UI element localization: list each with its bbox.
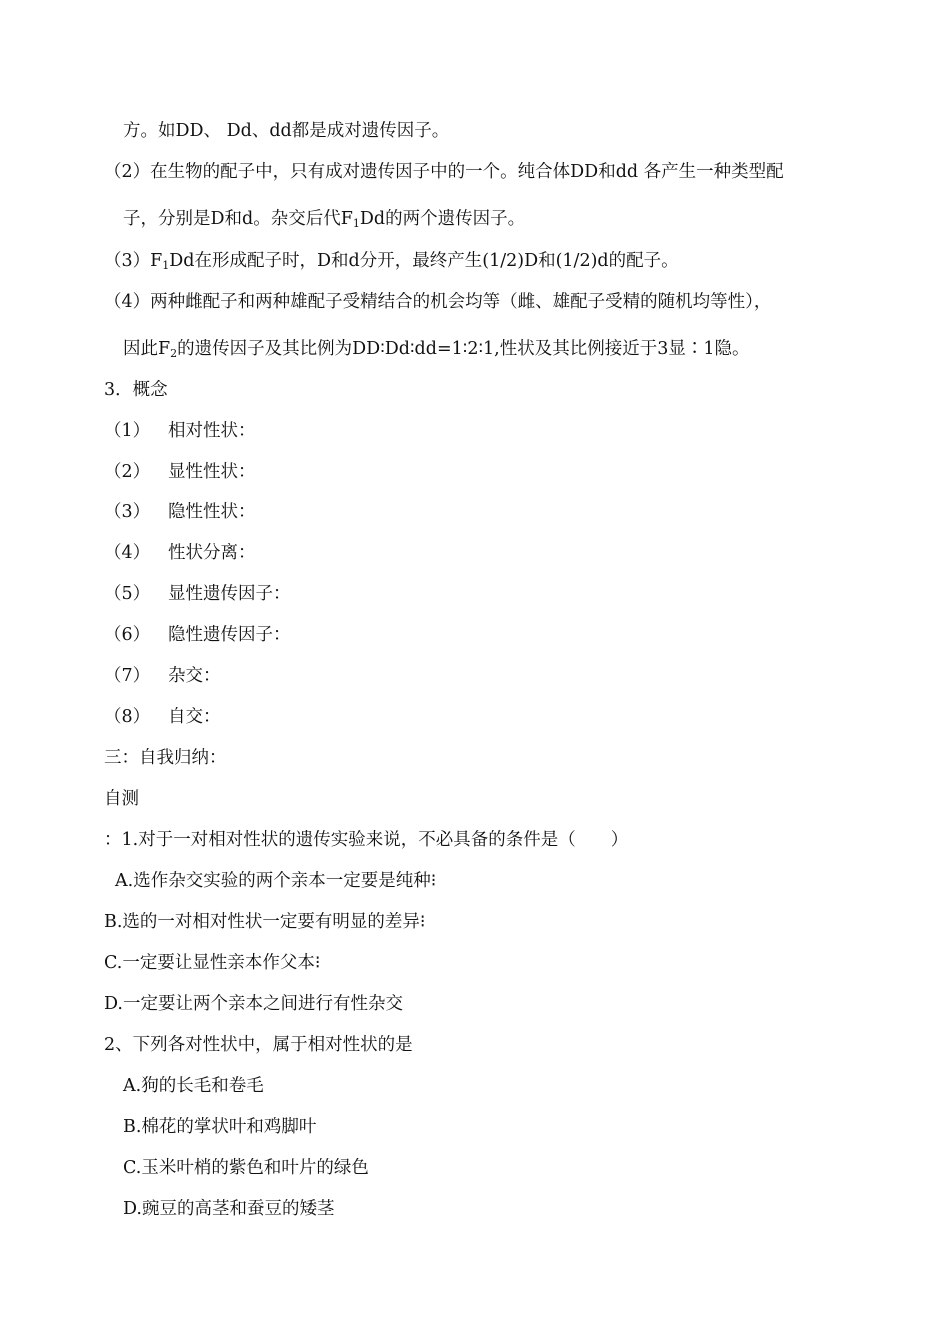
intro-item-2-line-1: （2）在生物的配子中，只有成对遗传因子中的一个。纯合体DD和dd 各产生一种类型配 [104,162,784,182]
question-1-option-b: B.选的一对相对性状一定要有明显的差异⁝ [104,912,426,932]
concept-item-7: （7） 杂交： [104,666,221,686]
question-2-option-c: C.玉米叶梢的紫色和叶片的绿色 [123,1158,369,1178]
question-1-option-c: C.一定要让显性亲本作父本⁝ [104,953,321,973]
summary-heading: 三：自我归纳： [104,748,227,768]
question-2-option-b: B.棉花的掌状叶和鸡脚叶 [123,1117,317,1137]
intro-item-4-line-2: 因此$F_2$的遗传因子及其比例为DD∶Dd∶dd=1∶2∶1,性状及其比例接近于3显∶1隐。 [123,339,750,360]
self-test-heading: 自测 [104,789,139,809]
question-1-option-d: D.一定要让两个亲本之间进行有性杂交 [104,994,403,1014]
intro-item-3: $(3)F_1Dd$在形成配子时，D和d分开，最终产生(1/2)D和(1/2)d的配子。 [104,251,679,272]
concept-item-2: （2） 显性性状： [104,462,256,482]
question-2-option-d: D.豌豆的高茎和蚕豆的矮茎 [123,1199,335,1219]
concept-item-8: （8） 自交： [104,707,221,727]
concept-item-6: （6） 隐性遗传因子： [104,625,291,645]
intro-item-2-line-2: 子，分别是D和d。杂交后代$F_1Dd$的两个遗传因子。 [123,209,526,230]
concept-item-5: （5） 显性遗传因子： [104,584,291,604]
question-2-option-a: A.狗的长毛和卷毛 [123,1076,264,1096]
question-1-option-a: A.选作杂交实验的两个亲本一定要是纯种⁝ [115,871,437,891]
question-1-stem: ：1.对于一对相对性状的遗传实验来说，不必具备的条件是（ ） [104,830,629,850]
concept-item-1: （1） 相对性状： [104,421,256,441]
concepts-heading: 3．概念 [104,380,168,400]
concept-item-4: （4） 性状分离： [104,543,256,563]
question-2-stem: 2、下列各对性状中，属于相对性状的是 [104,1035,413,1055]
intro-line-1: 方。如DD、 Dd、dd都是成对遗传因子。 [123,121,450,141]
concept-item-3: （3） 隐性性状： [104,502,256,522]
intro-item-4-line-1: （4）两种雌配子和两种雄配子受精结合的机会均等（雌、雄配子受精的随机均等性）， [104,292,772,312]
